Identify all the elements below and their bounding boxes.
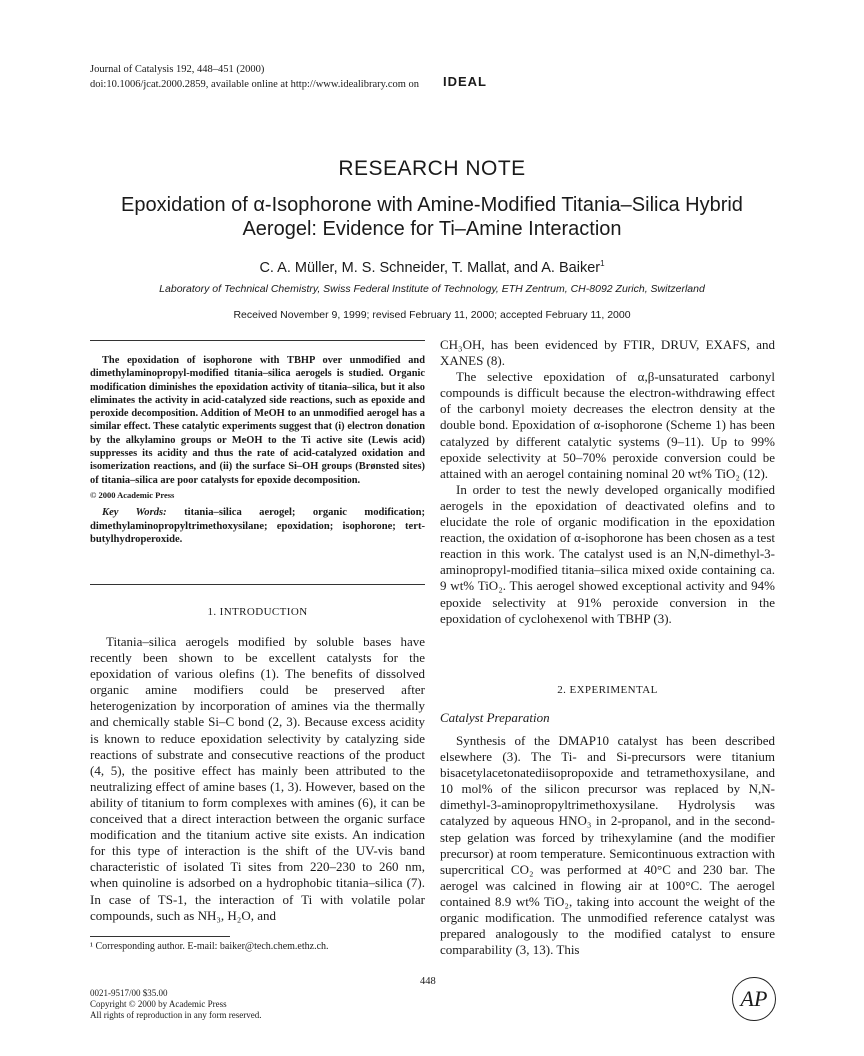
- author-footnote-mark: 1: [600, 259, 605, 268]
- keywords-list: titania–silica aerogel; organic modification; dimethylaminopropyltrimethoxysilane; epoxidation; isophorone; tert-butylhydroperoxide.: [90, 507, 425, 546]
- intro-section: [90, 634, 425, 924]
- affiliation: Laboratory of Technical Chemistry, Swiss Federal Institute of Technology, ETH Zentrum, CH-8092 Zurich, Switzerland: [159, 283, 705, 295]
- doi-line: doi:10.1006/jcat.2000.2859, available online at http://www.idealibrary.com on: [90, 79, 420, 90]
- authors: [0, 259, 864, 276]
- section-label: RESEARCH NOTE: [338, 157, 526, 180]
- intro-heading: 1. INTRODUCTION: [207, 606, 308, 618]
- received-dates: Received November 9, 1999; revised February 11, 2000; accepted February 11, 2000: [233, 309, 631, 321]
- right-paragraph-1: CH₃OH, has been evidenced by FTIR, DRUV, EXAFS, and XANES (8).: [440, 337, 775, 369]
- author-list: C. A. Müller, M. S. Schneider, T. Mallat, and A. Baiker: [259, 259, 601, 276]
- abstract: [90, 354, 425, 547]
- experimental-heading: 2. EXPERIMENTAL: [557, 684, 658, 696]
- copyright-block: [90, 988, 261, 1021]
- article-title-line2: Aerogel: Evidence for Ti–Amine Interaction: [242, 218, 622, 240]
- abstract-bottom-rule: [90, 584, 425, 585]
- footnote-rule: [90, 936, 230, 937]
- footnote: ¹ Corresponding author. E-mail: baiker@tech.chem.ethz.ch.: [90, 941, 329, 952]
- abstract-top-rule: [90, 340, 425, 341]
- academic-press-logo: AP: [732, 977, 776, 1021]
- experimental-section: [440, 733, 775, 958]
- keywords-label: Key Words:: [102, 507, 167, 519]
- experimental-paragraph: Synthesis of the DMAP10 catalyst has been described elsewhere (3). The Ti- and Si-precursors were titanium bisacetylacetonatediisopropoxide and tetramethoxysilane, and 10 mol% of the silicon precursor was replaced by N,N-dimethyl-3-aminopropyltrimethoxysilane. Hydrolysis was catalyzed by aqueous HNO₃ in 2-propanol, and in the second-step gelation was forced by trihexylamine (and the modifier precursor) at room temperature. Semicontinuous extraction with supercritical CO₂ was performed at 40°C and 230 bar. The aerogel was calcined in flowing air at 100°C. The aerogel contained 8.9 wt% TiO₂, taking into account the weight of the organic modification. The unmodified reference catalyst was prepared analogously to the modified catalyst to ensure comparability (3, 13). This: [440, 733, 775, 958]
- copyright-line: Copyright © 2000 by Academic Press: [90, 999, 227, 1009]
- catalyst-preparation-heading: Catalyst Preparation: [440, 710, 550, 725]
- ideal-logo: IDEAL: [443, 74, 487, 89]
- journal-citation: Journal of Catalysis 192, 448–451 (2000): [90, 64, 265, 75]
- abstract-copyright: © 2000 Academic Press: [90, 489, 175, 500]
- abstract-text: The epoxidation of isophorone with TBHP over unmodified and dimethylaminopropyl-modified titania–silica aerogels is studied. Organic modification diminishes the epoxidation activity of titania–silica, but it also eliminates the activity in acid-catalyzed side reactions, such as epoxide and peroxide decomposition. Addition of MeOH to an unmodified aerogel has a similar effect. These catalytic experiments suggest that (i) electron donation by the alkylamino groups or MeOH to the Ti active site (Lewis acid) suppresses its acidity and thus the rate of acid-catalyzed oxidation and isomerization reactions, and (ii) the surface Si–OH groups (Brønsted sites) of titania–silica are poor catalysts for epoxide decomposition.: [90, 355, 425, 486]
- journal-header: [90, 62, 419, 92]
- article-title-line1: Epoxidation of α-Isophorone with Amine-Modified Titania–Silica Hybrid: [121, 194, 743, 216]
- right-paragraph-2: The selective epoxidation of α,β-unsaturated carbonyl compounds is difficult because the electron-withdrawing effect of the carbonyl moiety decreases the electron density at the double bond. Epoxidation of α-isophorone (Scheme 1) has been catalyzed by different catalytic systems (9–11). Up to 99% epoxide selectivity at 50–70% peroxide conversion could be attained with an aerogel containing nominal 20 wt% TiO₂ (12).: [440, 369, 775, 481]
- keywords: [90, 506, 425, 547]
- right-column-text: [440, 337, 775, 627]
- page-number: 448: [420, 976, 436, 987]
- intro-paragraph: Titania–silica aerogels modified by soluble bases have recently been shown to be excellent catalysts for the epoxidation of various olefins (1). The benefits of dissolved organic amine modifiers could be preserved after heterogenization by incorporation of amines via the thermally and chemically stable Si–C bond (2, 3). Because excess acidity is known to reduce epoxidation selectivity by catalyzing side reactions of substrate and consecutive reactions of the product (4, 5), the positive effect has mainly been attributed to the neutralizing effect of amine bases (1, 3). However, based on the ability of titanium to form complexes with amines (6), it can be conceived that a direct interaction between the organic surface modification and the titanium active site exists. An indication for this type of interaction is the shift of the UV-vis band characteristic of isolated Ti sites from 220–230 to 260 nm, when quinoline is adsorbed on a hydrophobic titania–silica (7). In case of TS-1, the interaction of Ti with volatile polar compounds, such as NH₃, H₂O, and: [90, 634, 425, 923]
- rights-line: All rights of reproduction in any form reserved.: [90, 1010, 262, 1020]
- article-title: [0, 193, 864, 241]
- issn-price: 0021-9517/00 $35.00: [90, 988, 168, 998]
- right-paragraph-3: In order to test the newly developed organically modified aerogels in the epoxidation of deactivated olefins and to elucidate the role of organic modification in the epoxidation reaction, the oxidation of α-isophorone has been chosen as a test reaction in this work. The catalyst used is an N,N-dimethyl-3-aminopropyl-modified titania–silica mixed oxide containing ca. 9 wt% TiO₂. This aerogel showed exceptional activity and 94% epoxide selectivity at 91% peroxide conversion in the epoxidation of cyclohexenol with TBHP (3).: [440, 481, 775, 626]
